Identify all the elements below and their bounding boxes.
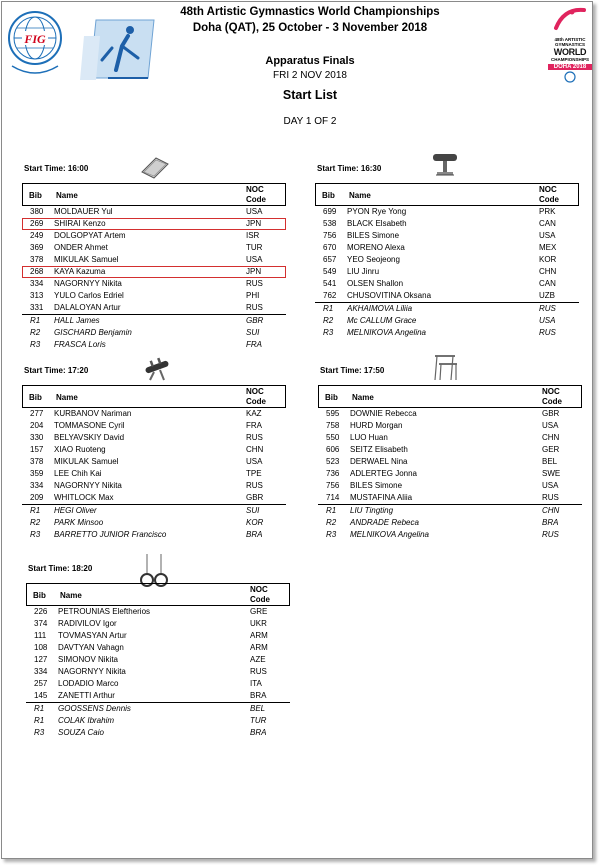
name-cell: DOLGOPYAT Artem — [54, 231, 126, 240]
reserve-row — [318, 505, 582, 517]
reserve-row — [22, 529, 286, 541]
highlighted-row — [22, 266, 286, 278]
table-row — [22, 290, 286, 302]
start-list-table — [315, 183, 579, 339]
name-cell: FRASCA Loris — [54, 340, 106, 349]
highlighted-row — [22, 218, 286, 230]
table-row — [22, 468, 286, 480]
name-cell: BILES Simone — [350, 481, 403, 490]
noc-cell: FRA — [246, 421, 262, 430]
column-header-name: Name — [56, 191, 78, 200]
reserve-row — [22, 517, 286, 529]
world-logo-city: DOHA 2018 — [548, 64, 592, 70]
noc-cell: RUS — [250, 667, 267, 676]
bib-cell: 378 — [30, 457, 44, 466]
start-time-label: Start Time: 17:20 — [24, 366, 89, 375]
reserve-row — [26, 703, 290, 715]
qatar-emblem-icon — [548, 71, 592, 83]
table-header — [315, 183, 579, 206]
table-header — [22, 385, 286, 408]
column-header-name: Name — [349, 191, 371, 200]
bib-cell: 606 — [326, 445, 340, 454]
bib-cell: 204 — [30, 421, 44, 430]
name-cell: BILES Simone — [347, 231, 400, 240]
noc-cell: ISR — [246, 231, 260, 240]
noc-cell: RUS — [542, 530, 559, 539]
reserve-row — [315, 303, 579, 315]
table-row — [26, 666, 290, 678]
noc-cell: UZB — [539, 291, 555, 300]
table-row — [315, 242, 579, 254]
table-row — [318, 432, 582, 444]
column-header-bib: Bib — [325, 393, 338, 402]
noc-cell: KOR — [246, 518, 264, 527]
table-row — [26, 654, 290, 666]
table-row — [318, 480, 582, 492]
bib-cell: 714 — [326, 493, 340, 502]
bib-cell: 359 — [30, 469, 44, 478]
table-row — [22, 444, 286, 456]
name-cell: BARRETTO JUNIOR Francisco — [54, 530, 167, 539]
name-cell: SIMONOV Nikita — [58, 655, 119, 664]
table-row — [26, 690, 290, 702]
noc-cell: USA — [246, 207, 263, 216]
reserve-label: R3 — [34, 728, 45, 737]
table-row — [22, 408, 286, 420]
name-cell: OLSEN Shallon — [347, 279, 404, 288]
table-header — [26, 583, 290, 606]
name-cell: GISCHARD Benjamin — [54, 328, 132, 337]
reserve-label: R1 — [323, 304, 334, 313]
world-logo-sub: CHAMPIONSHIPS — [550, 57, 589, 63]
reserve-label: R3 — [30, 340, 41, 349]
bib-cell: 226 — [34, 607, 48, 616]
noc-cell: AZE — [250, 655, 266, 664]
noc-cell: MEX — [539, 243, 557, 252]
name-cell: RADIVILOV Igor — [58, 619, 117, 628]
world-logo-top: 48th ARTISTIC GYMNASTICS — [554, 37, 586, 48]
reserve-row — [22, 315, 286, 327]
bib-cell: 523 — [326, 457, 340, 466]
name-cell: LODADIO Marco — [58, 679, 119, 688]
table-row — [22, 254, 286, 266]
name-cell: BELYAVSKIY David — [54, 433, 125, 442]
table-row — [318, 468, 582, 480]
bib-cell: 313 — [30, 291, 44, 300]
table-row — [318, 492, 582, 504]
reserve-label: R2 — [30, 518, 41, 527]
table-row — [22, 242, 286, 254]
name-cell: LIU Jinru — [347, 267, 380, 276]
svg-text:FIG: FIG — [24, 32, 46, 46]
column-header-bib: Bib — [33, 591, 46, 600]
phase-title: Apparatus Finals — [265, 55, 355, 67]
noc-cell: BRA — [542, 518, 559, 527]
table-row — [315, 290, 579, 302]
reserve-label: R1 — [34, 716, 45, 725]
column-header-noc: NOC Code — [250, 585, 270, 604]
noc-cell: GBR — [246, 493, 264, 502]
start-time-label: Start Time: 18:20 — [28, 564, 93, 573]
noc-cell: CAN — [539, 219, 556, 228]
table-row — [22, 206, 286, 218]
name-cell: NAGORNYY Nikita — [54, 481, 122, 490]
column-header-bib: Bib — [322, 191, 335, 200]
name-cell: HURD Morgan — [350, 421, 403, 430]
name-cell: YEO Seojeong — [347, 255, 400, 264]
table-row — [315, 206, 579, 218]
noc-cell: ITA — [250, 679, 262, 688]
noc-cell: SWE — [542, 469, 561, 478]
table-row — [318, 420, 582, 432]
name-cell: WHITLOCK Max — [54, 493, 114, 502]
start-list-table — [22, 385, 286, 541]
table-row — [22, 302, 286, 314]
noc-cell: CHN — [539, 267, 557, 276]
bib-cell: 374 — [34, 619, 48, 628]
table-row — [22, 230, 286, 242]
apparatus-finals-logo — [78, 6, 160, 86]
bib-cell: 268 — [30, 267, 44, 276]
noc-cell: RUS — [246, 481, 263, 490]
table-row — [22, 432, 286, 444]
noc-cell: PHI — [246, 291, 260, 300]
name-cell: COLAK Ibrahim — [58, 716, 115, 725]
name-cell: ZANETTI Arthur — [58, 691, 115, 700]
noc-cell: SUI — [246, 506, 260, 515]
name-cell: BLACK Elsabeth — [347, 219, 407, 228]
bib-cell: 758 — [326, 421, 340, 430]
championship-title: 48th Artistic Gymnastics World Championships — [180, 6, 440, 18]
noc-cell: BEL — [542, 457, 558, 466]
name-cell: GOOSSENS Dennis — [58, 704, 131, 713]
noc-cell: RUS — [539, 304, 556, 313]
noc-cell: USA — [539, 231, 556, 240]
noc-cell: RUS — [539, 328, 556, 337]
name-cell: MORENO Alexa — [347, 243, 405, 252]
start-time-label: Start Time: 16:30 — [317, 164, 382, 173]
noc-cell: USA — [542, 481, 559, 490]
name-cell: NAGORNYY Nikita — [54, 279, 122, 288]
bib-cell: 330 — [30, 433, 44, 442]
document-title: Start List — [282, 88, 338, 102]
noc-cell: CAN — [539, 279, 556, 288]
noc-cell: UKR — [250, 619, 267, 628]
name-cell: SHIRAI Kenzo — [54, 219, 106, 228]
bib-cell: 127 — [34, 655, 48, 664]
noc-cell: BEL — [250, 704, 266, 713]
table-row — [22, 480, 286, 492]
name-cell: SOUZA Caio — [58, 728, 104, 737]
noc-cell: ARM — [250, 643, 268, 652]
name-cell: SEITZ Elisabeth — [350, 445, 408, 454]
noc-cell: RUS — [246, 433, 263, 442]
name-cell: MIKULAK Samuel — [54, 255, 119, 264]
noc-cell: KAZ — [246, 409, 262, 418]
table-row — [26, 642, 290, 654]
name-cell: NAGORNYY Nikita — [58, 667, 126, 676]
reserve-label: R2 — [323, 316, 334, 325]
bib-cell: 595 — [326, 409, 340, 418]
name-cell: MELNIKOVA Angelina — [350, 530, 430, 539]
table-row — [315, 278, 579, 290]
reserve-label: R1 — [30, 506, 41, 515]
phase-date: FRI 2 NOV 2018 — [273, 70, 347, 81]
start-list-table — [22, 183, 286, 351]
column-header-name: Name — [60, 591, 82, 600]
name-cell: ADLERTEG Jonna — [350, 469, 417, 478]
name-cell: MELNIKOVA Angelina — [347, 328, 427, 337]
noc-cell: RUS — [246, 303, 263, 312]
championship-venue: Doha (QAT), 25 October - 3 November 2018 — [192, 22, 428, 34]
table-header — [22, 183, 286, 206]
bib-cell: 657 — [323, 255, 337, 264]
bib-cell: 157 — [30, 445, 44, 454]
floor-icon — [140, 154, 170, 185]
bib-cell: 670 — [323, 243, 337, 252]
column-header-noc: NOC Code — [246, 387, 266, 406]
name-cell: CHUSOVITINA Oksana — [347, 291, 432, 300]
name-cell: DALALOYAN Artur — [54, 303, 121, 312]
noc-cell: RUS — [246, 279, 263, 288]
bib-cell: 378 — [30, 255, 44, 264]
name-cell: MOLDAUER Yul — [54, 207, 113, 216]
noc-cell: CHN — [542, 433, 560, 442]
bib-cell: 380 — [30, 207, 44, 216]
reserve-row — [22, 327, 286, 339]
reserve-row — [315, 315, 579, 327]
noc-cell: TPE — [246, 469, 262, 478]
noc-cell: BRA — [250, 691, 267, 700]
bib-cell: 331 — [30, 303, 44, 312]
noc-cell: TUR — [250, 716, 267, 725]
reserve-label: R2 — [30, 328, 41, 337]
table-row — [26, 678, 290, 690]
column-header-noc: NOC Code — [542, 387, 562, 406]
table-row — [22, 420, 286, 432]
name-cell: TOMMASONE Cyril — [54, 421, 125, 430]
table-row — [315, 266, 579, 278]
noc-cell: CHN — [246, 445, 264, 454]
start-list-table — [26, 583, 290, 739]
column-header-noc: NOC Code — [539, 185, 559, 204]
column-header-name: Name — [352, 393, 374, 402]
name-cell: XIAO Ruoteng — [54, 445, 106, 454]
table-row — [318, 456, 582, 468]
reserve-row — [26, 715, 290, 727]
name-cell: KURBANOV Nariman — [54, 409, 132, 418]
noc-cell: USA — [542, 421, 559, 430]
bib-cell: 756 — [326, 481, 340, 490]
bib-cell: 334 — [34, 667, 48, 676]
reserve-row — [22, 505, 286, 517]
noc-cell: ARM — [250, 631, 268, 640]
bib-cell: 257 — [34, 679, 48, 688]
name-cell: PARK Minsoo — [54, 518, 104, 527]
bib-cell: 541 — [323, 279, 337, 288]
name-cell: DERWAEL Nina — [350, 457, 408, 466]
name-cell: DAVTYAN Vahagn — [58, 643, 124, 652]
reserve-label: R3 — [30, 530, 41, 539]
table-row — [26, 630, 290, 642]
table-row — [318, 408, 582, 420]
reserve-label: R1 — [326, 506, 337, 515]
start-list-table — [318, 385, 582, 541]
column-header-noc: NOC Code — [246, 185, 266, 204]
bib-cell: 108 — [34, 643, 48, 652]
column-header-bib: Bib — [29, 393, 42, 402]
name-cell: YULO Carlos Edriel — [54, 291, 124, 300]
noc-cell: FRA — [246, 340, 262, 349]
name-cell: DOWNIE Rebecca — [350, 409, 417, 418]
reserve-row — [318, 529, 582, 541]
column-header-name: Name — [56, 393, 78, 402]
bib-cell: 549 — [323, 267, 337, 276]
world-logo-main: WORLD — [553, 47, 587, 58]
bib-cell: 756 — [323, 231, 337, 240]
name-cell: HEGI Oliver — [54, 506, 97, 515]
uneven-bars-icon — [431, 352, 461, 387]
bib-cell: 762 — [323, 291, 337, 300]
noc-cell: JPN — [246, 219, 262, 228]
noc-cell: KOR — [539, 255, 557, 264]
bib-cell: 334 — [30, 481, 44, 490]
noc-cell: USA — [539, 316, 556, 325]
noc-cell: BRA — [250, 728, 267, 737]
bib-cell: 145 — [34, 691, 48, 700]
bib-cell: 699 — [323, 207, 337, 216]
noc-cell: TUR — [246, 243, 263, 252]
table-row — [318, 444, 582, 456]
table-row — [22, 278, 286, 290]
noc-cell: JPN — [246, 267, 262, 276]
bib-cell: 249 — [30, 231, 44, 240]
bib-cell: 736 — [326, 469, 340, 478]
start-time-label: Start Time: 16:00 — [24, 164, 89, 173]
fig-logo — [6, 6, 64, 82]
name-cell: ANDRADE Rebeca — [350, 518, 419, 527]
world-championships-logo — [548, 4, 592, 82]
name-cell: PETROUNIAS Eleftherios — [58, 607, 151, 616]
name-cell: LUO Huan — [350, 433, 388, 442]
noc-cell: USA — [246, 255, 263, 264]
noc-cell: BRA — [246, 530, 263, 539]
table-header — [318, 385, 582, 408]
bib-cell: 369 — [30, 243, 44, 252]
reserve-row — [26, 727, 290, 739]
start-time-label: Start Time: 17:50 — [320, 366, 385, 375]
table-row — [26, 618, 290, 630]
reserve-label: R1 — [30, 316, 41, 325]
table-row — [22, 456, 286, 468]
bib-cell: 111 — [34, 631, 47, 640]
bib-cell: 277 — [30, 409, 44, 418]
table-row — [315, 218, 579, 230]
reserve-label: R2 — [326, 518, 337, 527]
name-cell: HALL James — [54, 316, 100, 325]
name-cell: LIU Tingting — [350, 506, 394, 515]
noc-cell: GBR — [246, 316, 264, 325]
noc-cell: GRE — [250, 607, 268, 616]
name-cell: ONDER Ahmet — [54, 243, 108, 252]
reserve-row — [318, 517, 582, 529]
reserve-row — [315, 327, 579, 339]
table-row — [26, 606, 290, 618]
noc-cell: RUS — [542, 493, 559, 502]
bib-cell: 269 — [30, 219, 44, 228]
noc-cell: GER — [542, 445, 560, 454]
table-row — [315, 230, 579, 242]
table-row — [315, 254, 579, 266]
bib-cell: 209 — [30, 493, 44, 502]
reserve-label: R3 — [326, 530, 337, 539]
bib-cell: 550 — [326, 433, 340, 442]
name-cell: AKHAIMOVA Liliia — [347, 304, 413, 313]
pommel-horse-icon — [142, 352, 172, 387]
noc-cell: USA — [246, 457, 263, 466]
day-indicator: DAY 1 OF 2 — [283, 116, 337, 127]
noc-cell: CHN — [542, 506, 560, 515]
name-cell: MIKULAK Samuel — [54, 457, 119, 466]
name-cell: Mc CALLUM Grace — [347, 316, 417, 325]
name-cell: MUSTAFINA Aliia — [350, 493, 413, 502]
name-cell: PYON Rye Yong — [347, 207, 407, 216]
table-row — [22, 492, 286, 504]
noc-cell: SUI — [246, 328, 260, 337]
reserve-label: R1 — [34, 704, 45, 713]
bib-cell: 334 — [30, 279, 44, 288]
reserve-row — [22, 339, 286, 351]
name-cell: TOVMASYAN Artur — [58, 631, 127, 640]
name-cell: LEE Chih Kai — [54, 469, 102, 478]
bib-cell: 538 — [323, 219, 337, 228]
vault-icon — [430, 152, 460, 185]
reserve-label: R3 — [323, 328, 334, 337]
noc-cell: GBR — [542, 409, 560, 418]
column-header-bib: Bib — [29, 191, 42, 200]
gymnast-swoosh-icon — [548, 4, 592, 32]
noc-cell: PRK — [539, 207, 556, 216]
name-cell: KAYA Kazuma — [54, 267, 106, 276]
